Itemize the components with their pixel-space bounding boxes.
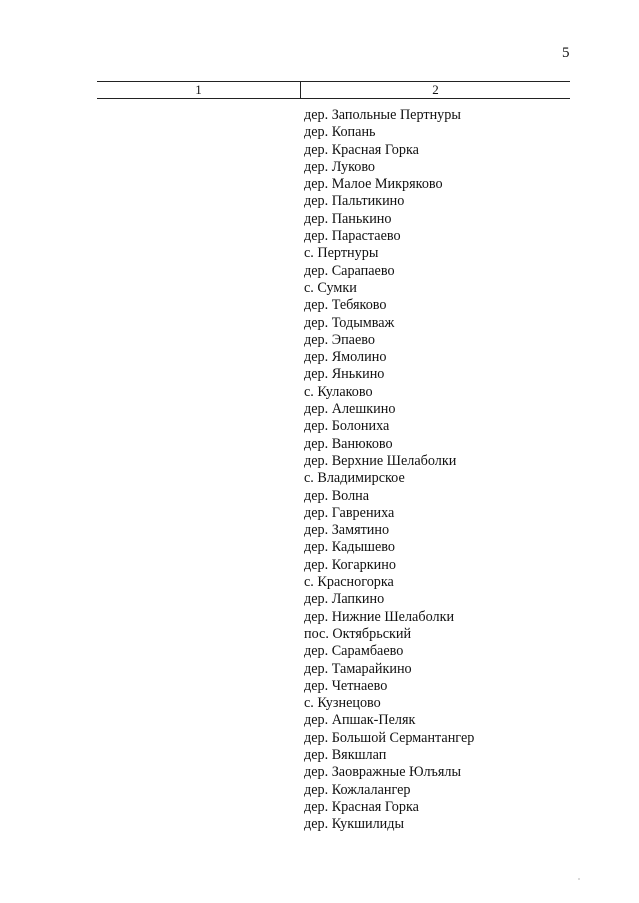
settlement-item: с. Сумки xyxy=(304,279,357,296)
settlement-item: дер. Эпаево xyxy=(304,331,375,348)
settlement-item: дер. Четнаево xyxy=(304,677,388,694)
settlement-item: дер. Кукшилиды xyxy=(304,816,405,833)
settlement-item: дер. Пальтикино xyxy=(304,193,405,210)
settlement-item: с. Пертнуры xyxy=(304,245,379,262)
settlement-item: дер. Луково xyxy=(304,158,376,175)
settlement-item: дер. Заовражные Юлъялы xyxy=(304,764,462,781)
settlement-item: дер. Ванюково xyxy=(304,435,393,452)
settlement-item: дер. Копань xyxy=(304,124,376,141)
settlement-item: дер. Вякшлап xyxy=(304,746,387,763)
settlement-item: дер. Волна xyxy=(304,487,370,504)
settlement-item: дер. Тамарайкино xyxy=(304,660,412,677)
settlement-item: пос. Октябрьский xyxy=(304,625,412,642)
settlement-item: дер. Лапкино xyxy=(304,591,385,608)
settlement-item: дер. Апшак-Пеляк xyxy=(304,712,416,729)
settlement-item: дер. Красная Горка xyxy=(304,141,419,158)
settlement-item: дер. Сарамбаево xyxy=(304,643,404,660)
settlement-item: дер. Болониха xyxy=(304,418,390,435)
settlement-item: дер. Большой Сермантангер xyxy=(304,729,475,746)
settlement-item: с. Кузнецово xyxy=(304,695,381,712)
settlement-item: дер. Верхние Шелаболки xyxy=(304,452,457,469)
settlement-item: дер. Нижние Шелаболки xyxy=(304,608,455,625)
settlement-item: дер. Запольные Пертнуры xyxy=(304,107,461,123)
scan-speck xyxy=(578,878,580,880)
settlement-item: с. Кулаково xyxy=(304,383,373,400)
settlement-item: с. Владимирское xyxy=(304,470,405,487)
settlement-item: дер. Тодымваж xyxy=(304,314,395,331)
settlement-item: дер. Малое Микряково xyxy=(304,176,443,193)
settlement-item: дер. Кожлалангер xyxy=(304,781,411,798)
settlement-list xyxy=(304,107,474,833)
column-header-2: 2 xyxy=(432,82,439,97)
settlement-item: с. Красногорка xyxy=(304,574,394,591)
settlement-item: дер. Гаврениха xyxy=(304,504,395,521)
settlement-item: дер. Янькино xyxy=(304,366,385,383)
settlement-item: дер. Кадышево xyxy=(304,539,395,556)
settlement-item: дер. Сарапаево xyxy=(304,262,395,279)
settlement-item: дер. Парастаево xyxy=(304,228,401,245)
settlement-item: дер. Красная Горка xyxy=(304,798,419,815)
column-header-1: 1 xyxy=(195,82,202,97)
settlement-item: дер. Когаркино xyxy=(304,556,396,573)
settlement-item: дер. Тебяково xyxy=(304,297,387,314)
settlement-item: дер. Панькино xyxy=(304,210,392,227)
settlement-item: дер. Ямолино xyxy=(304,349,387,366)
page-number: 5 xyxy=(562,45,570,61)
settlement-item: дер. Алешкино xyxy=(304,401,396,418)
table-header xyxy=(97,81,570,99)
settlement-item: дер. Замятино xyxy=(304,522,390,539)
